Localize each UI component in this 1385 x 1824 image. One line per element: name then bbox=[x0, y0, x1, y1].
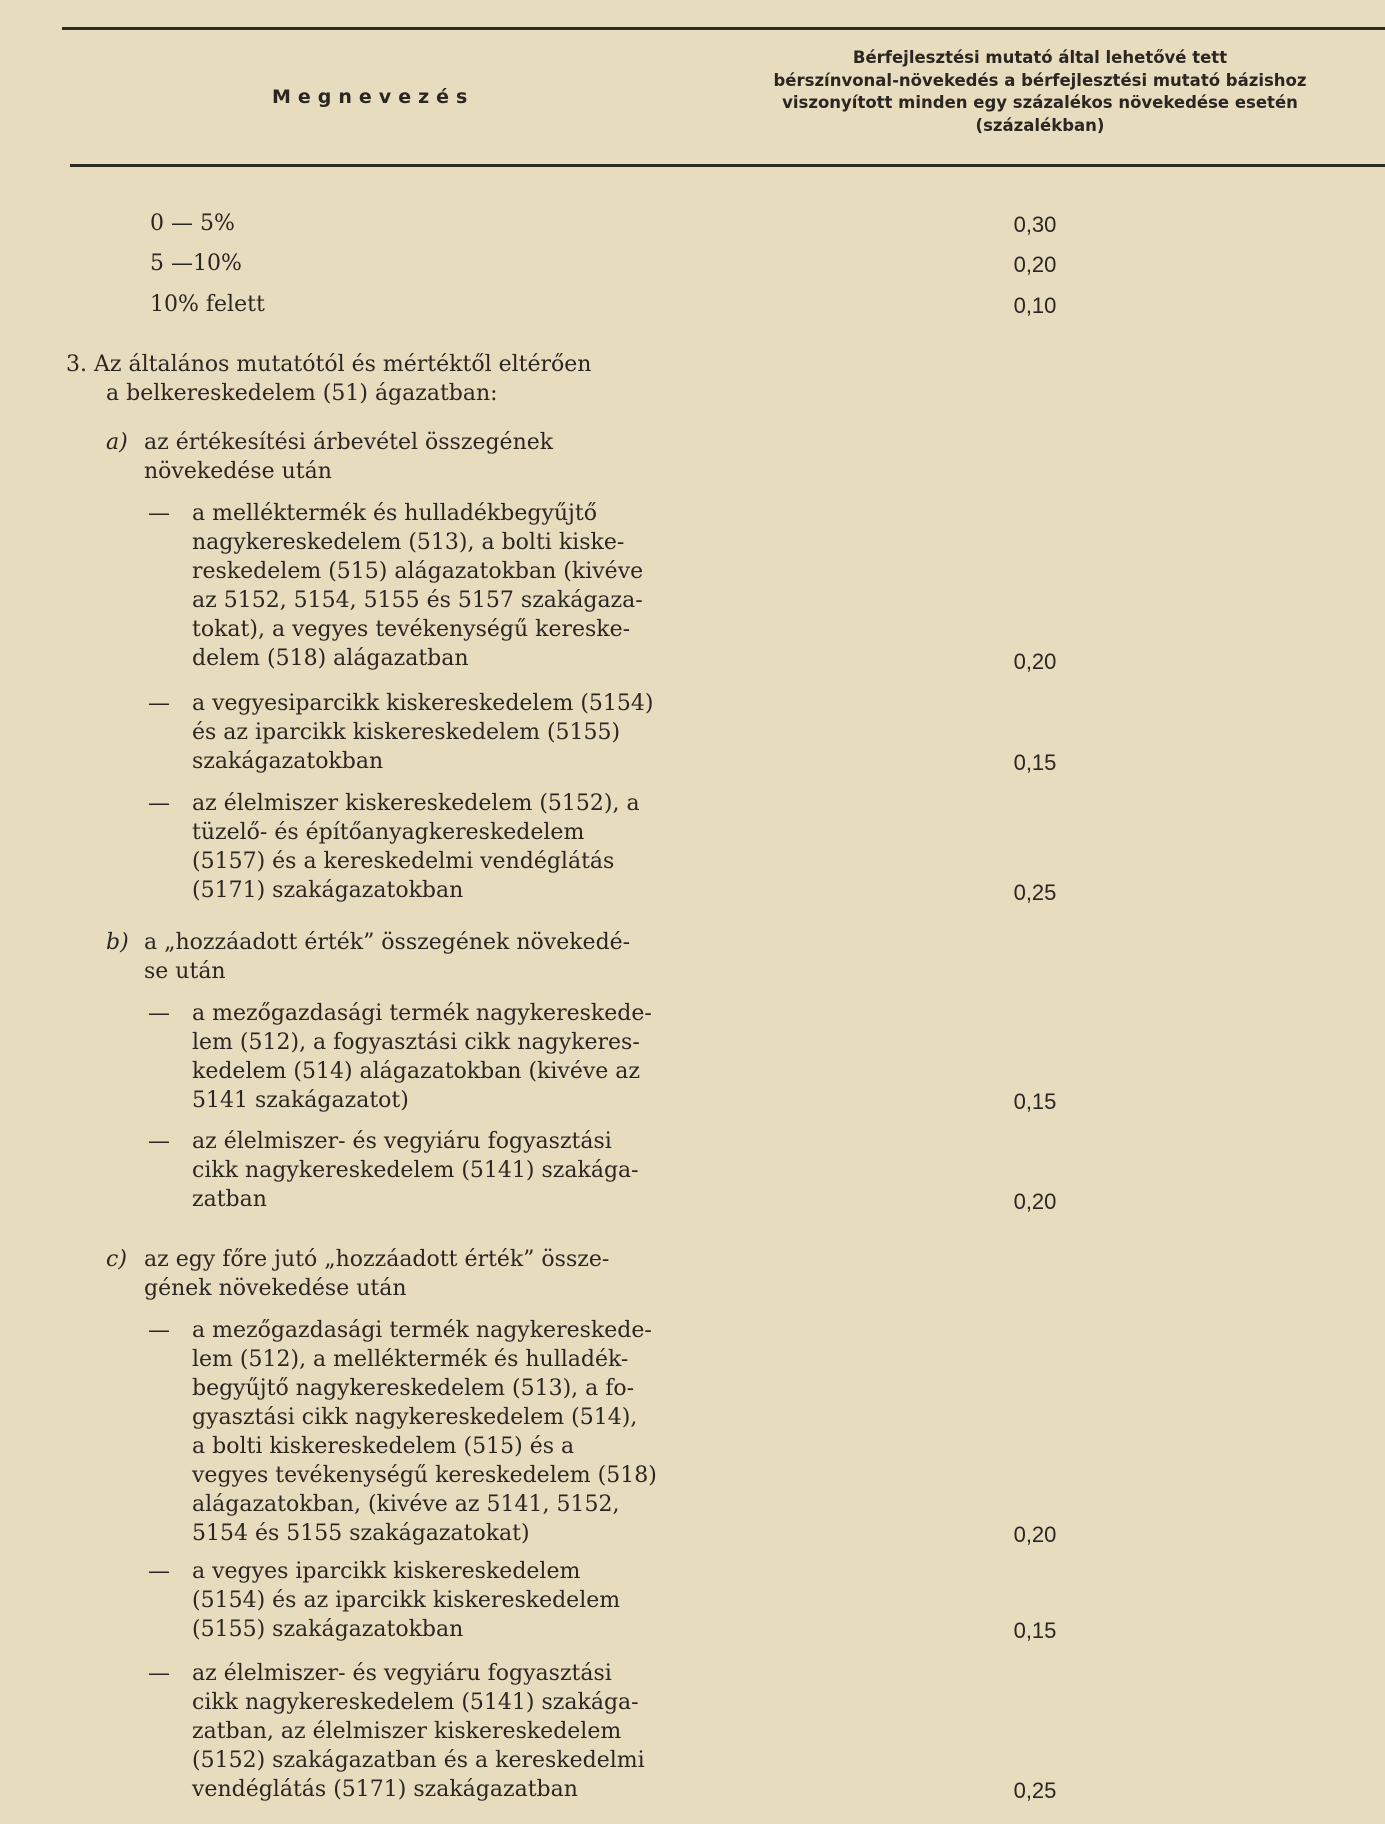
subsection-heading: a „hozzáadott érték” összegének növekedé- bbox=[144, 930, 631, 955]
item-line: lem (512), a melléktermék és hulladék- bbox=[192, 1347, 629, 1372]
item-line: zatban, az élelmiszer kiskereskedelem bbox=[192, 1719, 622, 1744]
top-rule bbox=[62, 27, 1385, 30]
item-line: begyűjtő nagykereskedelem (513), a fo- bbox=[192, 1376, 635, 1401]
row-label: 10% felett bbox=[150, 292, 265, 317]
item-value: 0,25 bbox=[1013, 1778, 1057, 1803]
item-value: 0,20 bbox=[1013, 649, 1057, 674]
item-line: és az iparcikk kiskereskedelem (5155) bbox=[192, 720, 621, 745]
item-line: a mezőgazdasági termék nagykereskede- bbox=[192, 1001, 652, 1026]
item-value: 0,15 bbox=[1013, 1089, 1057, 1114]
header-value-line: viszonyított minden egy százalékos növekedése esetén bbox=[782, 93, 1298, 112]
item-line: a melléktermék és hulladékbegyűjtő bbox=[192, 501, 597, 526]
item-line: cikk nagykereskedelem (5141) szakága- bbox=[192, 1690, 639, 1715]
subsection-marker: b) bbox=[106, 930, 129, 955]
subsection-heading: növekedése után bbox=[144, 459, 332, 484]
item-line: (5155) szakágazatokban bbox=[192, 1617, 464, 1642]
item-line: cikk nagykereskedelem (5141) szakága- bbox=[192, 1158, 639, 1183]
item-value: 0,15 bbox=[1013, 750, 1057, 775]
item-line: az élelmiszer- és vegyiáru fogyasztási bbox=[192, 1661, 612, 1686]
item-line: az 5152, 5154, 5155 és 5157 szakágaza- bbox=[192, 588, 643, 613]
item-line: tokat), a vegyes tevékenységű kereske- bbox=[192, 617, 631, 642]
item-line: nagykereskedelem (513), a bolti kiske- bbox=[192, 530, 625, 555]
item-dash: — bbox=[148, 691, 170, 716]
subsection-heading: az értékesítési árbevétel összegének bbox=[144, 430, 554, 455]
item-line: tüzelő- és építőanyagkereskedelem bbox=[192, 820, 585, 845]
item-line: lem (512), a fogyasztási cikk nagykeres- bbox=[192, 1030, 640, 1055]
item-line: (5152) szakágazatban és a kereskedelmi bbox=[192, 1748, 645, 1773]
item-value: 0,25 bbox=[1013, 880, 1057, 905]
item-line: vendéglátás (5171) szakágazatban bbox=[192, 1777, 578, 1802]
item-line: a vegyesiparcikk kiskereskedelem (5154) bbox=[192, 691, 654, 716]
item-line: reskedelem (515) alágazatokban (kivéve bbox=[192, 559, 644, 584]
item-dash: — bbox=[148, 501, 170, 526]
section-heading: a belkereskedelem (51) ágazatban: bbox=[106, 381, 498, 406]
header-value-line: bérszínvonal-növekedés a bérfejlesztési mutató bázishoz bbox=[773, 70, 1307, 90]
row-value: 0,10 bbox=[1013, 293, 1057, 318]
subsection-heading: az egy főre jutó „hozzáadott érték” össze- bbox=[144, 1247, 610, 1272]
item-line: a bolti kiskereskedelem (515) és a bbox=[192, 1434, 575, 1459]
item-line: a vegyes iparcikk kiskereskedelem bbox=[192, 1559, 581, 1584]
item-line: (5157) és a kereskedelmi vendéglátás bbox=[192, 849, 615, 874]
item-line: az élelmiszer- és vegyiáru fogyasztási bbox=[192, 1129, 612, 1154]
header-value-line: (százalékban) bbox=[975, 115, 1105, 135]
row-value: 0,20 bbox=[1013, 252, 1057, 277]
row-value: 0,30 bbox=[1013, 212, 1057, 237]
item-dash: — bbox=[148, 1661, 170, 1686]
item-line: 5154 és 5155 szakágazatokat) bbox=[192, 1521, 530, 1546]
item-dash: — bbox=[148, 1001, 170, 1026]
header-value-column bbox=[700, 47, 1380, 137]
item-line: delem (518) alágazatban bbox=[192, 646, 469, 671]
item-dash: — bbox=[148, 791, 170, 816]
item-dash: — bbox=[148, 1318, 170, 1343]
item-line: szakágazatokban bbox=[192, 749, 384, 774]
section-heading: 3. Az általános mutatótól és mértéktől eltérően bbox=[66, 352, 592, 377]
item-line: zatban bbox=[192, 1187, 267, 1212]
item-line: a mezőgazdasági termék nagykereskede- bbox=[192, 1318, 652, 1343]
subsection-marker: a) bbox=[106, 430, 128, 455]
subsection-heading: gének növekedése után bbox=[144, 1276, 407, 1301]
item-line: alágazatokban, (kivéve az 5141, 5152, bbox=[192, 1492, 620, 1517]
item-value: 0,20 bbox=[1013, 1522, 1057, 1547]
row-label: 5 —10% bbox=[150, 251, 242, 276]
item-dash: — bbox=[148, 1559, 170, 1584]
item-line: az élelmiszer kiskereskedelem (5152), a bbox=[192, 791, 640, 816]
item-line: gyasztási cikk nagykereskedelem (514), bbox=[192, 1405, 638, 1430]
header-value-line: Bérfejlesztési mutató által lehetővé tett bbox=[852, 48, 1228, 67]
subsection-marker: c) bbox=[106, 1247, 127, 1272]
header-name-column: Megnevezés bbox=[272, 86, 475, 108]
item-line: (5171) szakágazatokban bbox=[192, 878, 464, 903]
item-line: vegyes tevékenységű kereskedelem (518) bbox=[192, 1463, 657, 1488]
item-line: kedelem (514) alágazatokban (kivéve az bbox=[192, 1059, 641, 1084]
item-dash: — bbox=[148, 1129, 170, 1154]
item-value: 0,15 bbox=[1013, 1618, 1057, 1643]
item-value: 0,20 bbox=[1013, 1189, 1057, 1214]
subsection-heading: se után bbox=[144, 959, 226, 984]
item-line: 5141 szakágazatot) bbox=[192, 1088, 409, 1113]
item-line: (5154) és az iparcikk kiskereskedelem bbox=[192, 1588, 621, 1613]
header-bottom-rule bbox=[70, 164, 1385, 167]
row-label: 0 — 5% bbox=[150, 211, 235, 236]
